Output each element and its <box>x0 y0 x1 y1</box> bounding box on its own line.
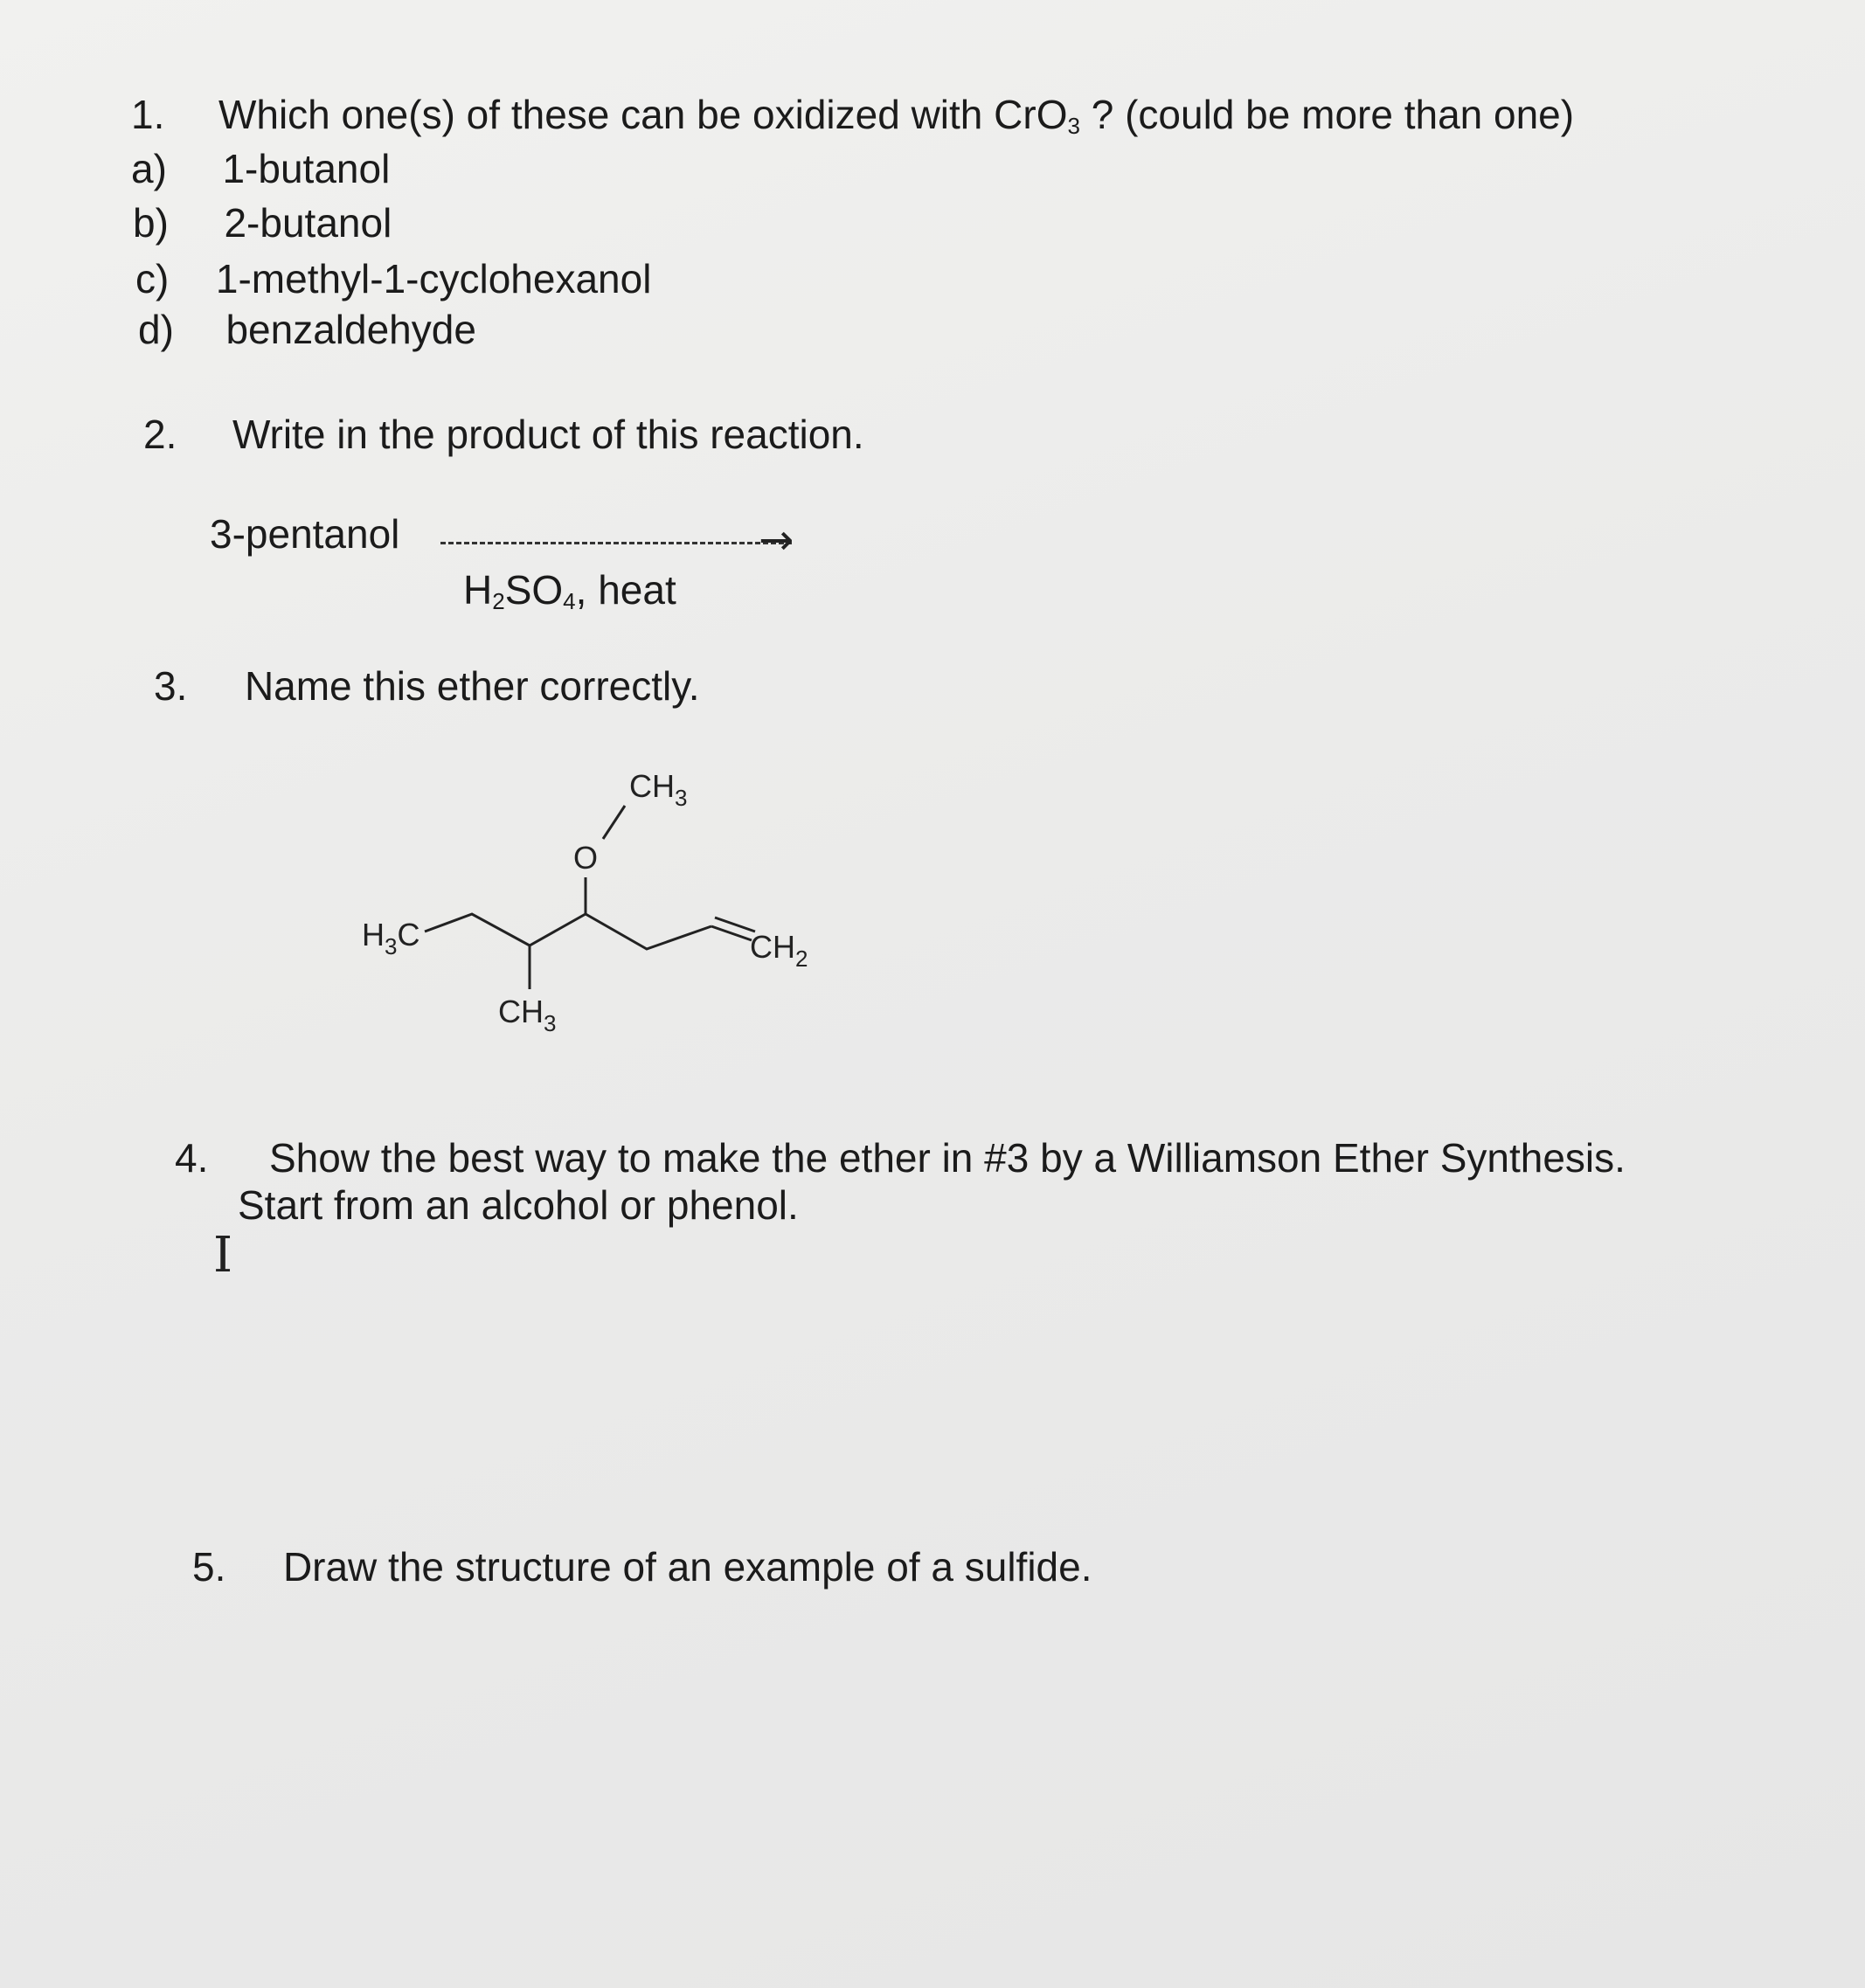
q1-option-a <box>131 146 391 191</box>
option-letter: d) <box>138 307 174 352</box>
q1-number: 1. <box>131 92 165 137</box>
reaction-arrow <box>440 542 792 545</box>
q1-text-after: ? (could be more than one) <box>1079 92 1575 137</box>
q1-text-before: Which one(s) of these can be oxidized with CrO <box>218 92 1068 137</box>
option-letter: b) <box>133 200 169 246</box>
q1-prompt <box>131 94 1574 137</box>
q2-prompt <box>143 412 864 457</box>
arrow-head-icon: → <box>759 516 794 565</box>
q4-prompt-line1 <box>175 1135 1626 1181</box>
q4-number: 4. <box>175 1135 209 1181</box>
q5-number: 5. <box>192 1544 226 1590</box>
option-letter: a) <box>131 146 167 191</box>
q3-text: Name this ether correctly. <box>244 663 700 709</box>
bond-ch3-o <box>603 806 625 839</box>
q2-text: Write in the product of this reaction. <box>232 412 864 457</box>
q2-number: 2. <box>143 412 177 457</box>
q3-prompt <box>154 663 700 709</box>
text-cursor-icon: I <box>213 1227 233 1284</box>
option-text: 1-methyl-1-cyclohexanol <box>215 256 652 301</box>
q4-prompt-line2: Start from an alcohol or phenol. <box>238 1182 799 1228</box>
q1-option-d <box>138 309 476 350</box>
right-ch2-label: $CH_2$ <box>750 929 808 972</box>
option-text: 1-butanol <box>222 146 391 191</box>
top-ch3-label: $CH_3$ <box>629 768 688 811</box>
q5-text: Draw the structure of an example of a sulfide. <box>282 1544 1092 1590</box>
oxygen-label: O <box>573 840 599 876</box>
q1-option-b <box>133 200 392 246</box>
q1-option-c <box>135 256 652 301</box>
q5-prompt <box>192 1544 1092 1590</box>
q1-subscript: 3 <box>1067 113 1080 139</box>
q4-line1: Show the best way to make the ether in #3 by a Williamson Ether Synthesis. <box>268 1135 1626 1181</box>
option-text: benzaldehyde <box>225 307 476 352</box>
q2-reagent: $H_2SO_4$, heat <box>463 567 676 614</box>
bottom-ch3-label: $CH_3$ <box>498 994 557 1036</box>
q3-number: 3. <box>154 663 188 709</box>
option-text: 2-butanol <box>224 200 392 246</box>
option-letter: c) <box>135 256 170 301</box>
ether-structure <box>341 752 830 1049</box>
left-h3c-label: $H_3C$ <box>362 917 420 959</box>
q2-reactant: 3-pentanol <box>210 511 400 557</box>
carbon-chain <box>425 914 711 949</box>
